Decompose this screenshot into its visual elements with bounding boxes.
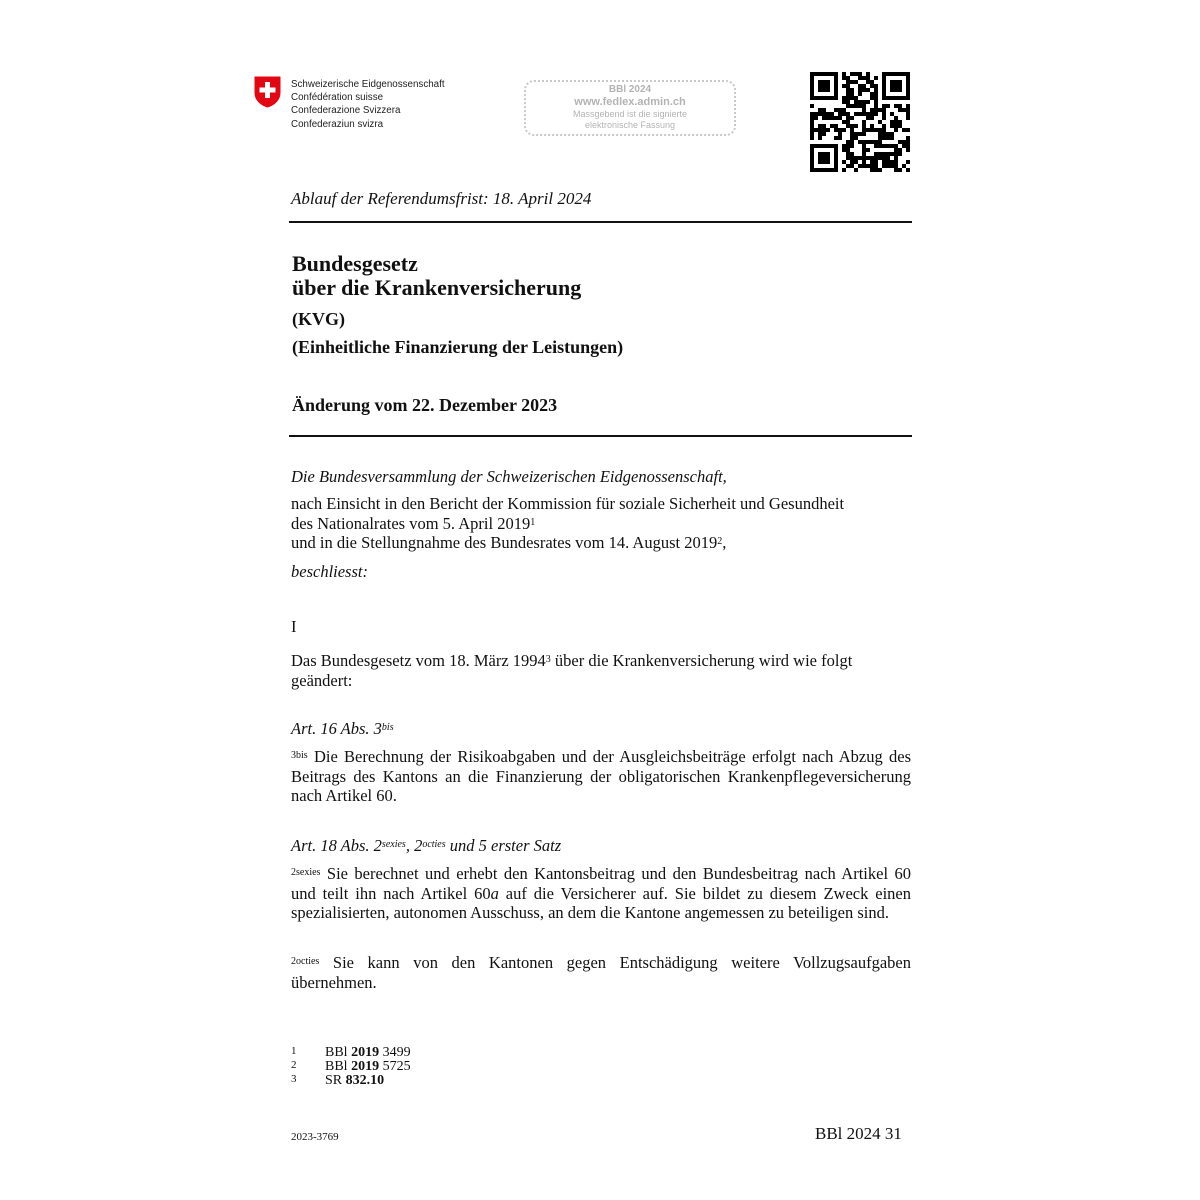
art18-p1-number: 2sexies — [291, 867, 321, 878]
title-line-1: Bundesgesetz — [292, 251, 418, 276]
art16-para-number: 3bis — [291, 750, 308, 761]
footnote-3-bold: 832.10 — [345, 1073, 385, 1088]
title-abbreviation: (KVG) — [292, 309, 345, 329]
art18-p1-text-b: auf die Versicherer auf. Sie bildet zu diesem Zweck einen spezialisierten, autonomen Ausschuss, an dem die Kantone angemessen zu beteiligen sind. — [291, 883, 912, 922]
intro-text-1: Das Bundesgesetz vom 18. März 1994 — [291, 651, 546, 670]
document-number: 2023-3769 — [291, 1131, 339, 1143]
preamble-line-3-text: und in die Stellungnahme des Bundesrates vom 14. August 2019 — [291, 533, 718, 552]
referendum-deadline: Ablauf der Referendumsfrist: 18. April 2024 — [291, 189, 592, 208]
preamble-line-1: nach Einsicht in den Bericht der Kommission für soziale Sicherheit und Gesundheit — [291, 494, 845, 513]
art16-para-text: Die Berechnung der Risikoabgaben und der Ausgleichsbeiträge erfolgt nach Abzug des Beitrags des Kantons an die Finanzierung der obligatorischen Krankenpflegeversicherung nach Artikel 60. — [291, 747, 911, 805]
art18-paragraph-2octies — [291, 953, 911, 992]
law-title — [292, 252, 581, 300]
agency-line-fr: Confédération suisse — [291, 92, 384, 104]
title-subtitle: (Einheitliche Finanzierung der Leistungen) — [292, 337, 624, 357]
footnote-ref-2[interactable]: 2 — [717, 536, 723, 547]
stamp-line-2: www.fedlex.admin.ch — [574, 96, 686, 108]
footnote-2-bold: 2019 — [351, 1059, 380, 1074]
stamp-line-3: Massgebend ist die signierte — [572, 109, 688, 119]
divider-top — [289, 221, 912, 223]
preamble-line-2 — [291, 514, 911, 534]
footnote-1-number: 1 — [291, 1045, 297, 1057]
art18-p2-text: Sie kann von den Kantonen gegen Entschädigung weitere Vollzugsaufgaben übernehmen. — [291, 953, 911, 992]
footnote-2-number: 2 — [291, 1059, 297, 1071]
footnote-3 — [291, 1074, 411, 1088]
art18-heading-a: Art. 18 Abs. 2 — [291, 836, 382, 855]
intro-paragraph — [291, 651, 909, 690]
footnote-1-prefix: BBl — [325, 1045, 352, 1060]
art16-heading — [291, 719, 911, 739]
art18-heading — [291, 836, 911, 856]
fedlex-stamp — [524, 80, 736, 136]
art18-paragraph-2sexies — [291, 864, 911, 923]
stamp-line-1: BBl 2024 — [608, 84, 652, 95]
agency-name-block — [291, 78, 445, 131]
art18-heading-b: , 2 — [405, 836, 423, 855]
preamble-considerations — [291, 494, 911, 553]
footnote-2-prefix: BBl — [325, 1059, 352, 1074]
footnote-ref-3[interactable]: 3 — [545, 654, 551, 665]
swiss-coat-of-arms-icon — [254, 76, 281, 108]
preamble-assembly: Die Bundesversammlung der Schweizerischen Eidgenossenschaft, — [291, 467, 727, 486]
preamble-line-3-end: , — [722, 533, 727, 552]
art18-heading-c: und 5 erster Satz — [445, 836, 562, 855]
footnote-3-number: 3 — [291, 1073, 297, 1085]
art18-heading-sup2: octies — [422, 839, 446, 850]
preamble-line-2-text: des Nationalrates vom 5. April 2019 — [291, 513, 531, 533]
footnote-2-suffix: 5725 — [379, 1059, 411, 1074]
art18-heading-sup1: sexies — [381, 839, 406, 850]
art16-heading-sup: bis — [381, 722, 394, 733]
divider-bottom — [289, 435, 912, 437]
section-number: I — [291, 617, 297, 636]
preamble-resolves: beschliesst: — [291, 562, 368, 581]
footnote-ref-1[interactable]: 1 — [530, 516, 536, 528]
art16-heading-text: Art. 16 Abs. 3 — [291, 719, 382, 738]
agency-line-de: Schweizerische Eidgenossenschaft — [291, 79, 445, 90]
agency-line-it: Confederazione Svizzera — [291, 105, 401, 117]
footnotes — [291, 1046, 411, 1088]
footnote-1-suffix: 3499 — [379, 1045, 411, 1060]
footnote-3-prefix: SR — [325, 1073, 346, 1088]
art18-p1-text-a: Sie berechnet und erhebt den Kantonsbeitrag und den Bundesbeitrag nach Artikel 60 und teilt ihn nach Artikel 60 — [291, 864, 911, 903]
art16-paragraph — [291, 747, 911, 806]
art18-p2-number: 2octies — [291, 956, 320, 967]
agency-line-rm: Confederaziun svizra — [291, 118, 384, 130]
qr-code-icon — [810, 72, 910, 172]
stamp-line-4: elektronische Fassung — [584, 120, 676, 130]
preamble-line-3 — [291, 533, 911, 553]
amendment-date: Änderung vom 22. Dezember 2023 — [292, 395, 558, 415]
page-reference: BBl 2024 31 — [815, 1124, 902, 1143]
intro-text-2: über die Krankenversicherung wird wie folgt geändert: — [291, 651, 853, 690]
title-line-2: über die Krankenversicherung — [292, 275, 582, 300]
footnote-1-bold: 2019 — [351, 1045, 380, 1060]
art18-p1-italic: a — [490, 883, 499, 903]
